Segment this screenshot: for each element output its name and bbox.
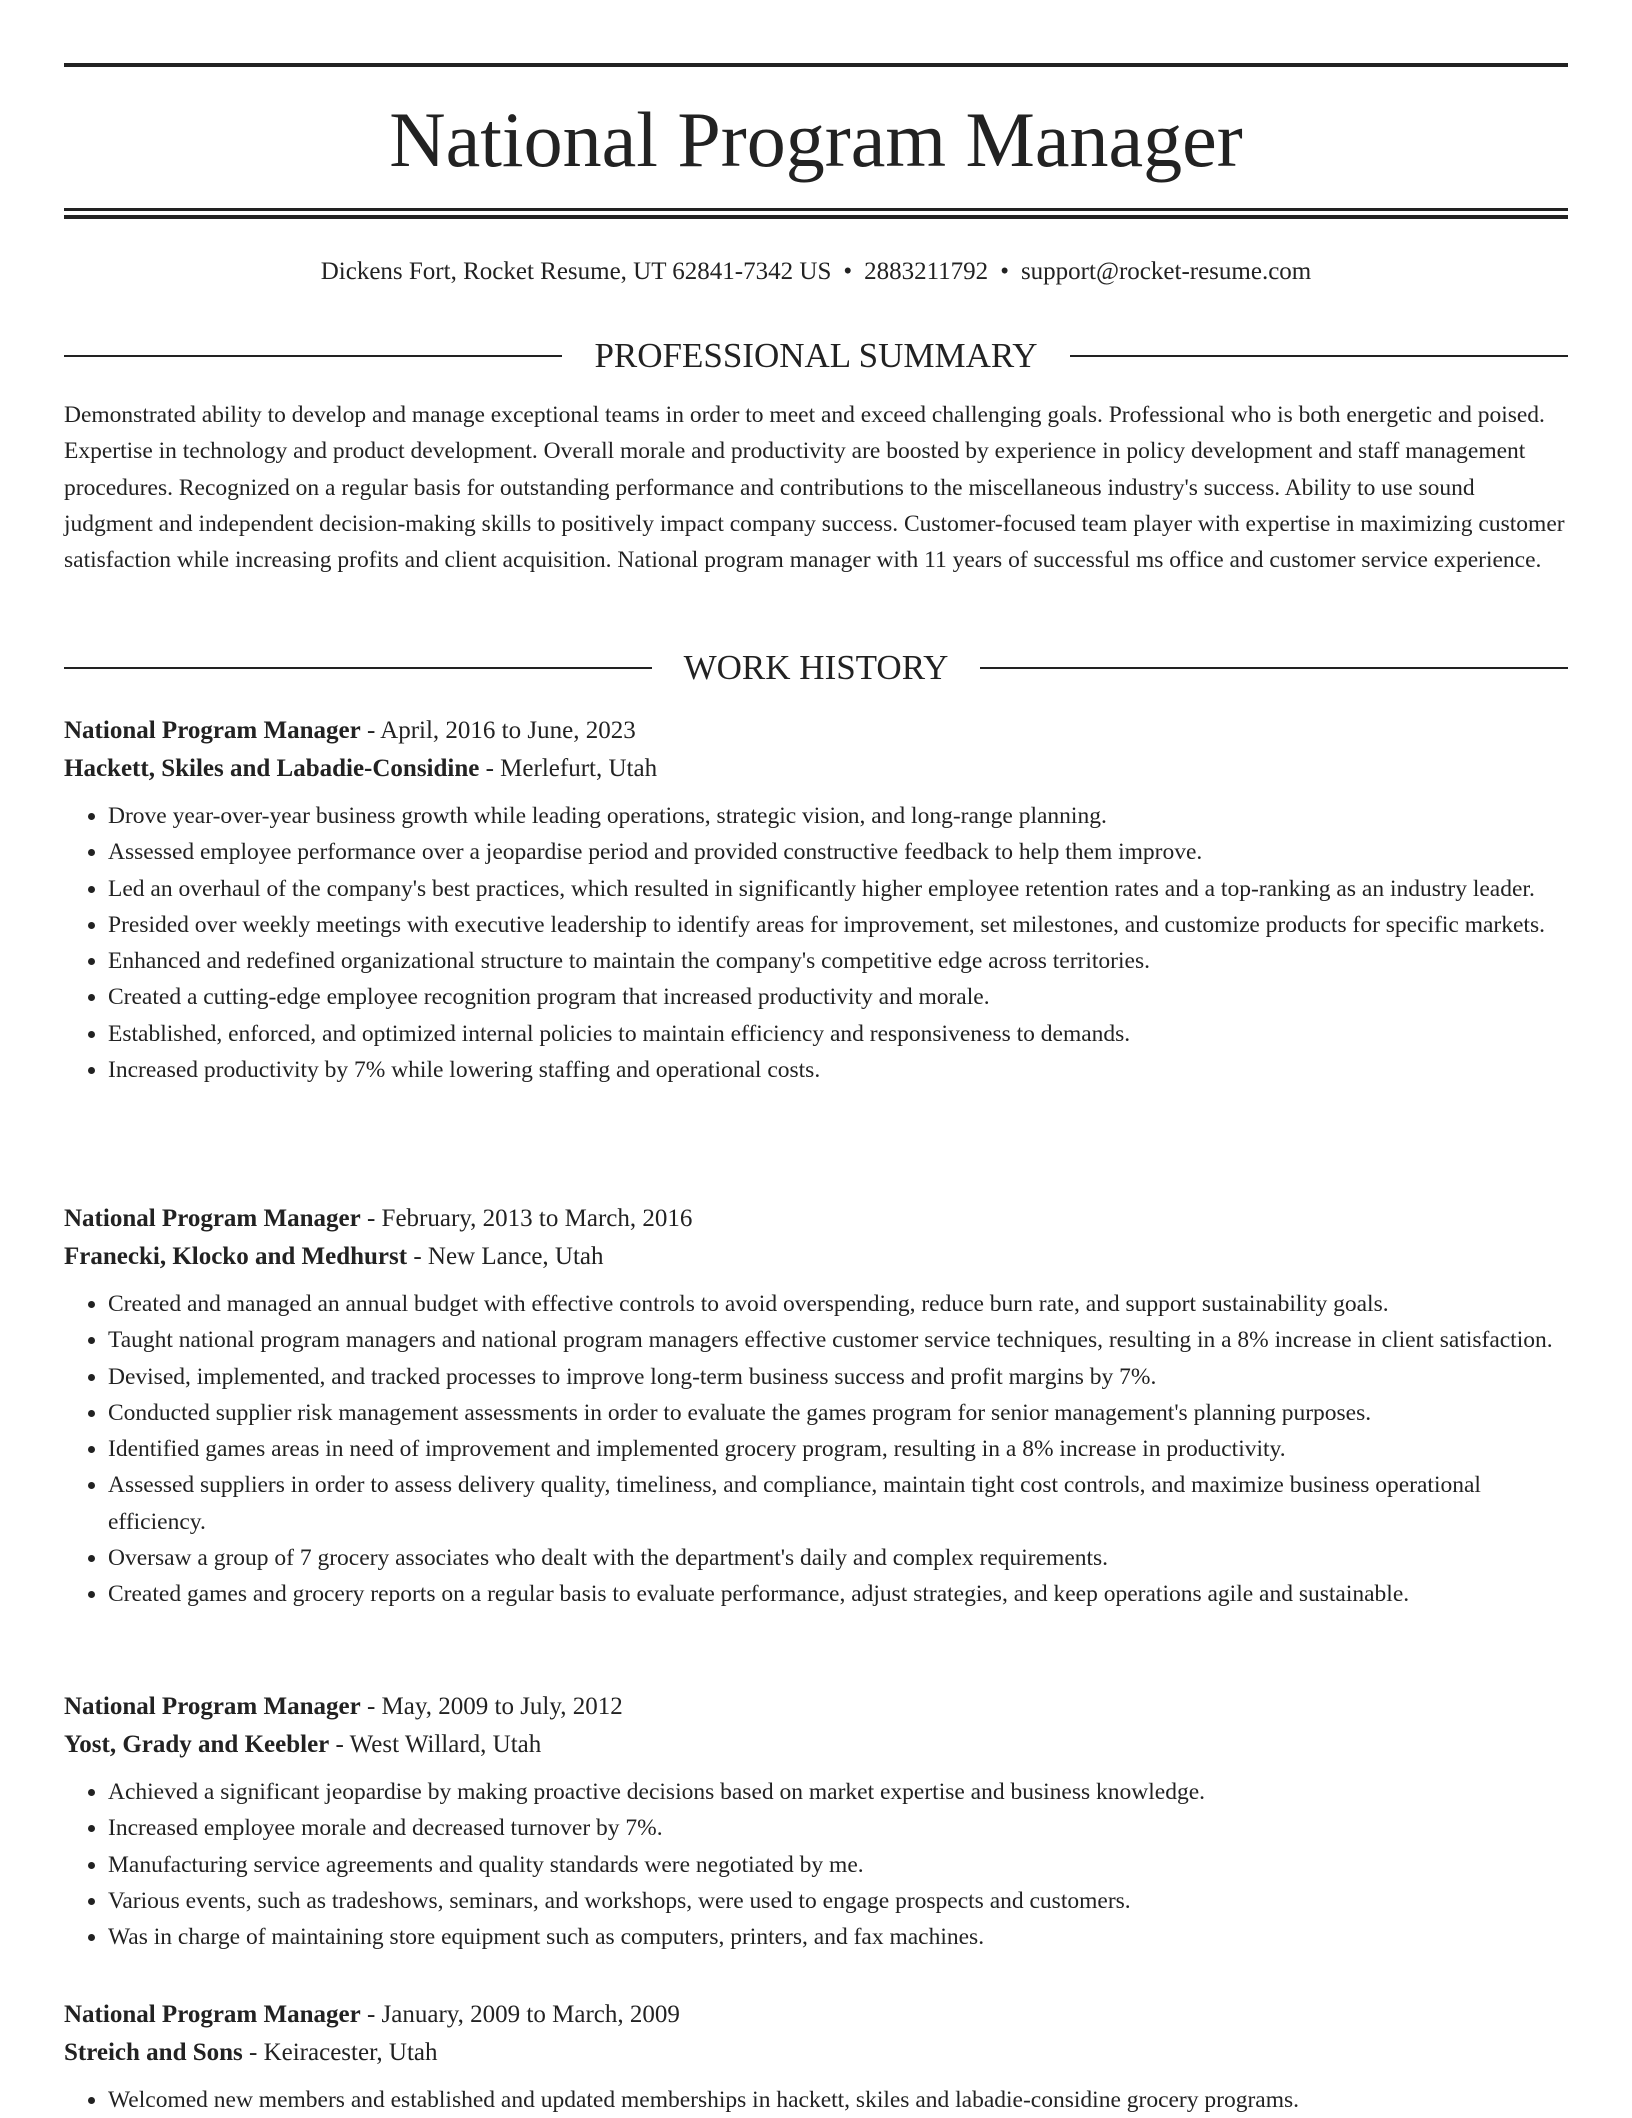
job-title: National Program Manager [64, 1205, 361, 1232]
job-bullet: • Increased employee morale and decreased turnover by 7%. [108, 1810, 1568, 1846]
job-company-line [64, 1726, 1568, 1764]
contact-line [64, 254, 1568, 290]
job-bullet: • Created games and grocery reports on a regular basis to evaluate performance, adjust strategies, and keep operations agile and sustainable. [108, 1576, 1568, 1612]
job-title: National Program Manager [64, 717, 361, 744]
job-title-line [64, 712, 1568, 750]
job-location: - New Lance, Utah [407, 1243, 604, 1270]
work-history-heading [64, 646, 1568, 690]
top-rule [64, 63, 1568, 67]
job-location: - West Willard, Utah [329, 1731, 542, 1758]
job-dates: - January, 2009 to March, 2009 [360, 2001, 680, 2028]
heading-rule-left [64, 667, 652, 669]
job-bullets [64, 2082, 1568, 2118]
job-company: Franecki, Klocko and Medhurst [64, 1243, 408, 1270]
heading-rule-right [980, 667, 1568, 669]
job-dates: - April, 2016 to June, 2023 [360, 717, 636, 744]
job-bullet: • Identified games areas in need of improvement and implemented grocery program, resulting in a 8% increase in productivity. [108, 1431, 1568, 1467]
job-company-line [64, 750, 1568, 788]
job-bullets [64, 1286, 1568, 1613]
job-company: Hackett, Skiles and Labadie-Considine [64, 755, 480, 782]
heading-rule-right [1070, 355, 1568, 357]
job-bullets [64, 798, 1568, 1088]
job-bullet: • Created and managed an annual budget with effective controls to avoid overspending, reduce burn rate, and support sustainability goals. [108, 1286, 1568, 1322]
summary-heading-label: PROFESSIONAL SUMMARY [594, 336, 1038, 375]
job-company-line [64, 2034, 1568, 2072]
job-bullet: • Enhanced and redefined organizational structure to maintain the company's competitive edge across territories. [108, 943, 1568, 979]
job-company: Streich and Sons [64, 2039, 243, 2066]
job-title-line [64, 1688, 1568, 1726]
job-bullet: • Various events, such as tradeshows, seminars, and workshops, were used to engage prospects and customers. [108, 1883, 1568, 1919]
job-entry [64, 1688, 1568, 1955]
job-dates: - February, 2013 to March, 2016 [360, 1205, 693, 1232]
job-bullet: • Increased productivity by 7% while lowering staffing and operational costs. [108, 1052, 1568, 1088]
job-company: Yost, Grady and Keebler [64, 1731, 330, 1758]
job-dates: - May, 2009 to July, 2012 [360, 1693, 623, 1720]
job-title: National Program Manager [64, 2001, 361, 2028]
job-title: National Program Manager [64, 1693, 361, 1720]
heading-rule-left [64, 355, 562, 357]
job-bullet: • Devised, implemented, and tracked processes to improve long-term business success and profit margins by 7%. [108, 1359, 1568, 1395]
job-bullet: • Welcomed new members and established and updated memberships in hackett, skiles and labadie-considine grocery programs. [108, 2082, 1568, 2118]
job-bullet: • Taught national program managers and national program managers effective customer service techniques, resulting in a 8% increase in client satisfaction. [108, 1322, 1568, 1358]
work-history-heading-label: WORK HISTORY [683, 648, 949, 687]
job-bullet: • Manufacturing service agreements and quality standards were negotiated by me. [108, 1847, 1568, 1883]
contact-email: support@rocket-resume.com [1020, 258, 1312, 285]
job-bullet: • Presided over weekly meetings with executive leadership to identify areas for improvement, set milestones, and customize products for specific markets. [108, 907, 1568, 943]
job-bullet: • Drove year-over-year business growth while leading operations, strategic vision, and long-range planning. [108, 798, 1568, 834]
job-bullet: • Assessed employee performance over a jeopardise period and provided constructive feedback to help them improve. [108, 834, 1568, 870]
contact-separator: • [1000, 258, 1009, 285]
job-bullet: • Achieved a significant jeopardise by making proactive decisions based on market expertise and business knowledge. [108, 1774, 1568, 1810]
job-title-line [64, 1200, 1568, 1238]
job-entry [64, 1200, 1568, 1613]
job-entry [64, 1996, 1568, 2118]
job-company-line [64, 1238, 1568, 1276]
job-bullet: • Assessed suppliers in order to assess delivery quality, timeliness, and compliance, maintain tight cost controls, and maximize business operational efficiency. [108, 1467, 1568, 1540]
contact-address: Dickens Fort, Rocket Resume, UT 62841-7342 US [320, 258, 832, 285]
title-rule-upper [64, 208, 1568, 211]
contact-phone: 2883211792 [864, 258, 989, 285]
job-bullets [64, 1774, 1568, 1955]
job-bullet: • Was in charge of maintaining store equipment such as computers, printers, and fax machines. [108, 1919, 1568, 1955]
title-rule-lower [64, 215, 1568, 219]
job-entry [64, 712, 1568, 1088]
job-title-line [64, 1996, 1568, 2034]
job-bullet: • Led an overhaul of the company's best practices, which resulted in significantly higher employee retention rates and a top-ranking as an industry leader. [108, 871, 1568, 907]
job-bullet: • Established, enforced, and optimized internal policies to maintain efficiency and responsiveness to demands. [108, 1016, 1568, 1052]
job-location: - Keiracester, Utah [242, 2039, 438, 2066]
job-bullet: • Oversaw a group of 7 grocery associates who dealt with the department's daily and complex requirements. [108, 1540, 1568, 1576]
job-bullet: • Created a cutting-edge employee recognition program that increased productivity and morale. [108, 979, 1568, 1015]
summary-heading [64, 334, 1568, 378]
job-bullet: • Conducted supplier risk management assessments in order to evaluate the games program for senior management's planning purposes. [108, 1395, 1568, 1431]
summary-text: Demonstrated ability to develop and manage exceptional teams in order to meet and exceed challenging goals. Professional who is both energetic and poised. Expertise in technology and product development. Overall morale and productivity are boosted by experience in policy development and staff management procedures. Recognized on a regular basis for outstanding performance and contributions to the miscellaneous industry's success. Ability to use sound judgment and independent decision-making skills to positively impact company success. Customer-focused team player with expertise in maximizing customer satisfaction while increasing profits and client acquisition. National program manager with 11 years of successful ms office and customer service experience. [64, 402, 1565, 574]
job-location: - Merlefurt, Utah [479, 755, 658, 782]
page-title: National Program Manager [389, 96, 1243, 183]
contact-separator: • [843, 258, 853, 285]
